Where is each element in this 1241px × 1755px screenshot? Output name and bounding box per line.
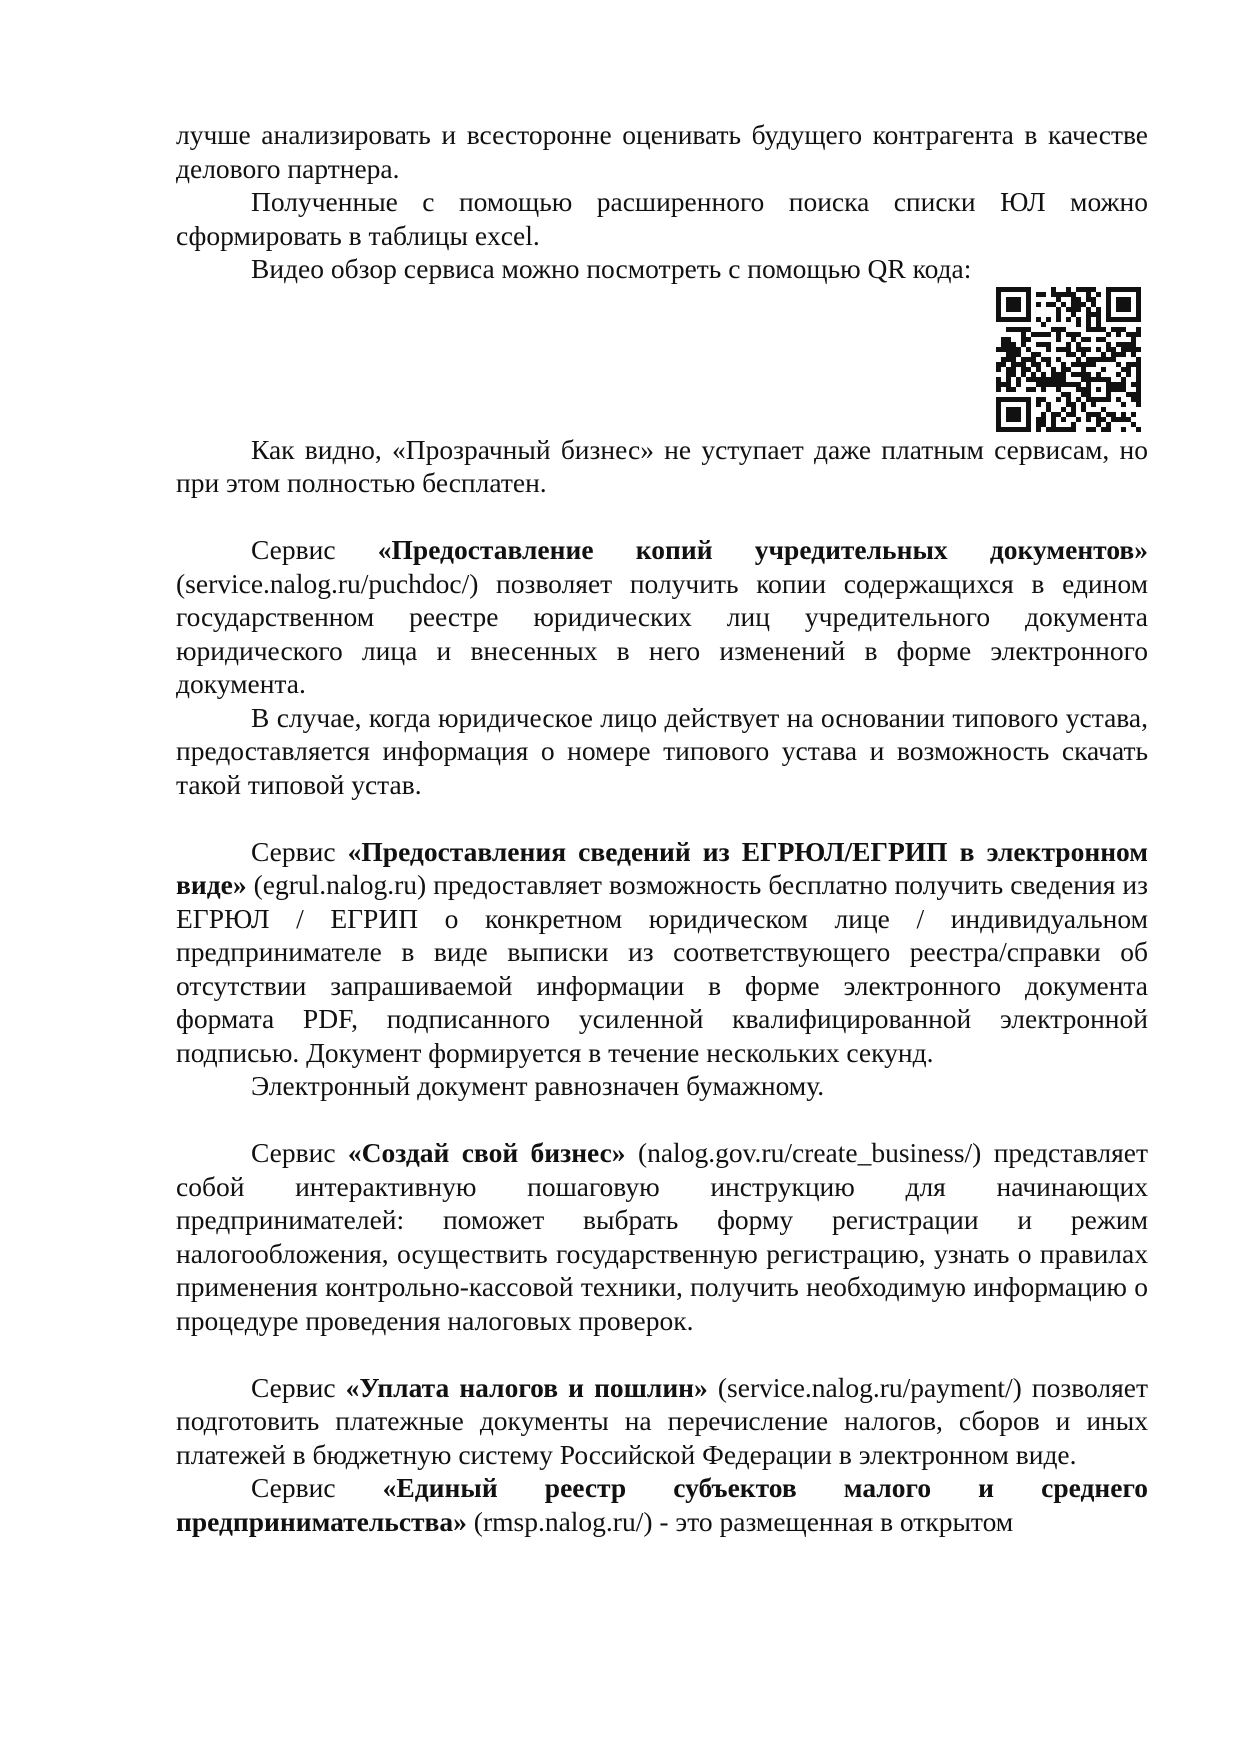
paragraph-5-service-name: «Предоставление копий учредительных документов» [377,534,1148,565]
paragraph-gap [176,1103,1148,1137]
paragraph-gap [176,1337,1148,1371]
paragraph-11-lead: Сервис [251,1472,383,1503]
paragraph-2: Полученные с помощью расширенного поиска списки ЮЛ можно сформировать в таблицы excel. [176,186,1148,251]
paragraph-9-text: (nalog.gov.ru/create_business/) представляет собой интерактивную пошаговую инструкцию для начинающих предпринимателей: поможет выбрать форму регистрации и режим налогообложения, осуществить государственную регистрацию, узнать о правилах применения контрольно-кассовой техники, получить необходимую информацию о процедуре проведения налоговых проверок. [176,1137,1148,1336]
paragraph-5-lead: Сервис [251,534,378,565]
paragraph-11-service-name: «Единый реестр субъектов малого и среднего предпринимательства» [176,1472,1148,1537]
paragraph-5-text: (service.nalog.ru/puchdoc/) позволяет получить копии содержащихся в едином государственном реестре юридических лиц учредительного документа юридического лица и внесенных в него изменений в форме электронного документа. [176,567,1148,699]
paragraph-9 [176,1136,1148,1337]
paragraph-6: В случае, когда юридическое лицо действует на основании типового устава, предоставляется информация о номере типового устава и возможность скачать такой типовой устав. [176,701,1148,800]
paragraph-1: лучше анализировать и всесторонне оценивать будущего контрагента в качестве делового партнера. [176,119,1148,184]
qr-code-icon [996,287,1141,432]
paragraph-7-service-name: «Предоставления сведений из ЕГРЮЛ/ЕГРИП в электронном виде» [176,835,1148,900]
paragraph-gap [176,500,1148,534]
paragraph-5 [176,533,1148,701]
paragraph-7 [176,835,1148,1070]
paragraph-9-service-name: «Создай свой бизнес» [347,1137,626,1168]
paragraph-10-text: (service.nalog.ru/payment/) позволяет подготовить платежные документы на перечисление налогов, сборов и иных платежей в бюджетную систему Российской Федерации в электронном виде. [176,1371,1148,1470]
paragraph-gap [176,801,1148,835]
paragraph-10-lead: Сервис [251,1371,346,1403]
paragraph-3: Видео обзор сервиса можно посмотреть с помощью QR кода: [251,253,972,284]
paragraph-7-text: (egrul.nalog.ru) предоставляет возможность бесплатно получить сведения из ЕГРЮЛ / ЕГРИП о конкретном юридическом лице / индивидуальном предпринимателе в виде выписки из соответствующего реестра/справки об отсутствии запрашиваемой информации в форме электронного документа формата PDF, подписанного усиленной квалифицированной электронной подписью. Документ формируется в течение нескольких секунд. [176,869,1148,1068]
paragraph-4: Как видно, «Прозрачный бизнес» не уступает даже платным сервисам, но при этом полностью бесплатен. [176,433,1148,498]
paragraph-11-text: (rmsp.nalog.ru/) - это размещенная в открытом [466,1505,1014,1537]
paragraph-11 [176,1471,1148,1538]
paragraph-10-service-name: «Уплата налогов и пошлин» [345,1371,708,1403]
paragraph-9-lead: Сервис [251,1137,348,1168]
paragraph-7-lead: Сервис [251,835,348,867]
paragraph-10 [176,1371,1148,1472]
paragraph-8: Электронный документ равнозначен бумажному. [251,1070,825,1101]
